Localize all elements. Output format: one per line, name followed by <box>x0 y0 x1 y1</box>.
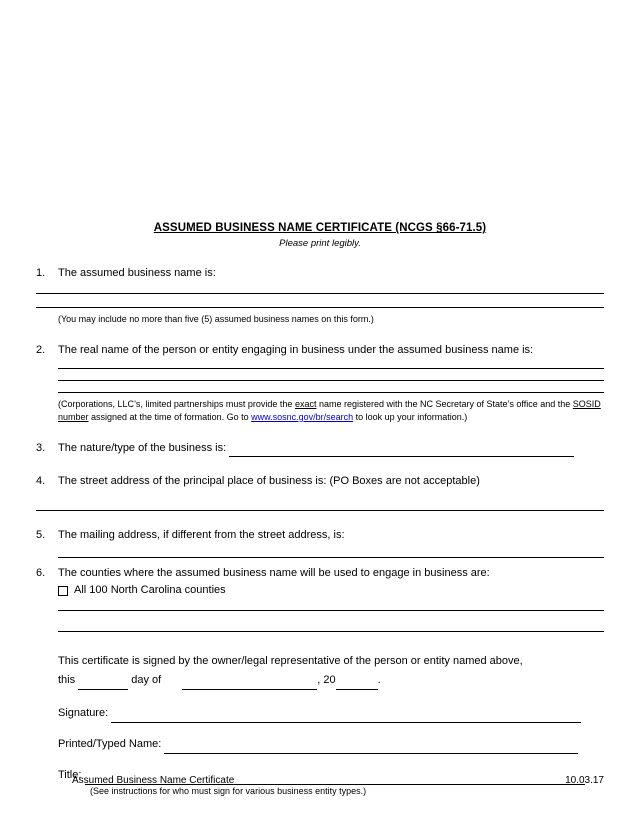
signature-block <box>58 652 604 785</box>
printed-name-input-line[interactable] <box>164 741 578 754</box>
item-6-answer-line-2[interactable] <box>58 631 604 632</box>
page-title: ASSUMED BUSINESS NAME CERTIFICATE (NCGS §66-71.5) <box>153 222 487 234</box>
sosnc-search-link[interactable]: www.sosnc.gov/br/search <box>251 412 354 422</box>
signature-statement: This certificate is signed by the owner/legal representative of the person or entity named above, <box>58 655 523 667</box>
item-2-note-part2: name registered with the NC Secretary of State’s office and the <box>316 399 573 409</box>
item-5-number: 5. <box>36 529 46 541</box>
item-2-note-part1: (Corporations, LLC’s, limited partnerships must provide the <box>58 399 295 409</box>
item-3-label <box>58 440 604 457</box>
item-2-note-exact: exact <box>294 399 317 409</box>
item-4-number: 4. <box>36 475 46 487</box>
item-1-label: The assumed business name is: <box>58 267 216 279</box>
item-4-label: The street address of the principal place of business is: (PO Boxes are not acceptable) <box>58 475 480 487</box>
item-6-number: 6. <box>36 567 46 579</box>
title-label: Title: <box>58 769 82 781</box>
checkbox-icon[interactable] <box>58 586 68 596</box>
item-2-note-part3: assigned at the time of formation. Go to <box>88 412 252 422</box>
form-item-1 <box>36 265 604 326</box>
all-counties-checkbox-row[interactable] <box>58 582 604 599</box>
item-2-note <box>58 398 604 424</box>
item-4-answer-line[interactable] <box>36 510 604 511</box>
item-1-note: (You may include no more than five (5) assumed business names on this form.) <box>58 314 374 324</box>
document-content <box>36 222 604 798</box>
item-3-text: The nature/type of the business is: <box>58 442 227 454</box>
item-2-label: The real name of the person or entity engaging in business under the assumed business name is: <box>58 344 534 356</box>
form-item-3 <box>36 440 604 457</box>
item-2-note-part4: to look up your information.) <box>353 412 468 422</box>
footer-document-name: Assumed Business Name Certificate <box>72 775 235 786</box>
form-item-2 <box>36 342 604 424</box>
date-suffix: . <box>377 674 381 686</box>
item-1-number: 1. <box>36 267 46 279</box>
printed-name-label: Printed/Typed Name: <box>58 738 162 750</box>
signature-date-row <box>58 671 604 690</box>
date-comma: , 20 <box>317 674 336 686</box>
page-subtitle: Please print legibly. <box>279 238 361 249</box>
item-3-number: 3. <box>36 442 46 454</box>
title-instruction-note: (See instructions for who must sign for various business entity types.) <box>90 786 367 796</box>
form-item-5 <box>36 527 604 558</box>
month-input-line[interactable] <box>182 677 317 690</box>
signature-row <box>58 704 604 723</box>
form-item-4 <box>36 473 604 511</box>
printed-name-row <box>58 735 604 754</box>
footer-revision-date: 10.03.17 <box>565 775 604 786</box>
signature-label: Signature: <box>58 707 109 719</box>
year-input-line[interactable] <box>336 677 378 690</box>
item-6-label: The counties where the assumed business name will be used to engage in business are: <box>58 567 490 579</box>
date-mid: day of <box>131 674 162 686</box>
all-counties-label: All 100 North Carolina counties <box>74 584 226 596</box>
item-3-answer-line[interactable] <box>229 444 574 457</box>
item-5-label: The mailing address, if different from the street address, is: <box>58 529 345 541</box>
signature-input-line[interactable] <box>111 710 581 723</box>
day-input-line[interactable] <box>78 677 128 690</box>
date-prefix: this <box>58 674 76 686</box>
form-item-6 <box>36 565 604 632</box>
item-2-number: 2. <box>36 344 46 356</box>
item-2-note-sosid: SOSID number <box>58 399 601 422</box>
item-5-answer-line[interactable] <box>58 557 604 558</box>
